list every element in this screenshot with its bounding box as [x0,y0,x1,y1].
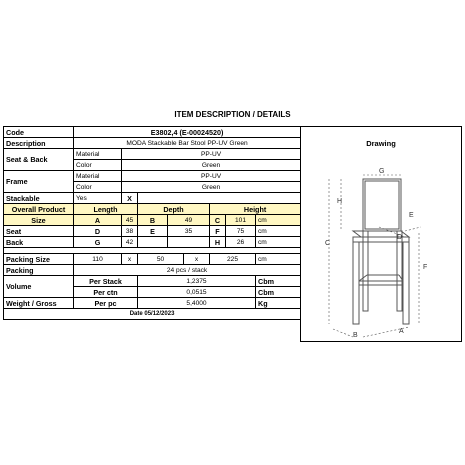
size-unit: cm [256,215,301,226]
label-h: H [337,198,343,205]
label-g: G [379,168,385,175]
dim-e-letter: E [138,226,168,237]
backrest-inner [365,181,399,229]
weight-label: Weight / Gross [4,298,74,309]
dim-f-letter: F [210,226,226,237]
seat-label: Seat [4,226,74,237]
page-title: ITEM DESCRIPTION / DETAILS [174,110,291,119]
dim-h-value: 26 [226,237,256,248]
seat-back-material-row [4,149,301,160]
dim-c-value: 101 [226,215,256,226]
description-row [4,138,301,149]
frame-material: PP-UV [122,171,301,182]
frame-color-label: Color [74,182,122,193]
stool-drawing [301,127,463,343]
size-row [4,215,301,226]
frame-material-label: Material [74,171,122,182]
stackable-row [4,193,301,204]
height-header: Height [210,204,301,215]
label-c: C [325,240,331,247]
packing-x2: x [184,254,210,265]
leg-front-left [353,242,359,324]
length-header: Length [74,204,138,215]
volume-per-ctn-unit: Cbm [256,287,301,298]
weight-per-pc: 5,4000 [138,298,256,309]
seat-unit: cm [256,226,301,237]
code-row [4,127,301,138]
dim-b-value: 49 [168,215,210,226]
packing-size-unit: cm [256,254,301,265]
dimension-lines [329,175,421,337]
volume-per-stack: 1,2375 [138,276,256,287]
date-row [4,309,301,320]
packing-row [4,265,301,276]
date: Date 05/12/2023 [4,309,301,320]
seat-back-material: PP-UV [122,149,301,160]
label-b: B [353,332,358,339]
label-e: E [409,212,414,219]
spec-table [3,126,301,320]
dim-h-letter: H [210,237,226,248]
description-label: Description [4,138,74,149]
volume-per-ctn: 0,0515 [138,287,256,298]
packing-size-row [4,254,301,265]
description-value: MODA Stackable Bar Stool PP-UV Green [74,138,301,149]
code-label: Code [4,127,74,138]
packing-size-label: Packing Size [4,254,74,265]
weight-row [4,298,301,309]
seat-back-material-label: Material [74,149,122,160]
packing-value: 24 pcs / stack [74,265,301,276]
back-unit: cm [256,237,301,248]
back-label: Back [4,237,74,248]
dim-e-value: 35 [168,226,210,237]
volume-per-stack-label: Per Stack [74,276,138,287]
packing-width: 50 [138,254,184,265]
seat-back-color-label: Color [74,160,122,171]
label-d: D [397,234,403,241]
overall-product-header: Overall Product [4,204,74,215]
dim-f-value: 75 [226,226,256,237]
size-label: Size [4,215,74,226]
footrest [359,281,403,285]
leg-front-right [403,242,409,324]
packing-length: 110 [74,254,122,265]
seat-back-label: Seat & Back [4,149,74,171]
back-row [4,237,301,248]
frame-label: Frame [4,171,74,193]
seat-back-color: Green [122,160,301,171]
drawing-title: Drawing [366,139,396,148]
volume-per-stack-row [4,276,301,287]
dim-g-letter: G [74,237,122,248]
packing-label: Packing [4,265,74,276]
code-value: E3802,4 (E-00024520) [74,127,301,138]
dim-line-e [405,227,421,231]
dim-c-letter: C [210,215,226,226]
stool-frame-lines [353,179,409,324]
packing-x1: x [122,254,138,265]
dim-b-letter: B [138,215,168,226]
packing-height: 225 [210,254,256,265]
dim-line-b [333,329,353,337]
back-blank-1 [138,237,168,248]
leg-back-left [363,231,368,311]
dimensions-header-row [4,204,301,215]
stackable-blank [138,193,301,204]
dim-g-value: 42 [122,237,138,248]
seat-row [4,226,301,237]
drawing-panel [300,126,462,342]
dim-d-value: 38 [122,226,138,237]
backrest-outline [363,179,401,231]
stackable-mark: X [122,193,138,204]
leg-back-right [397,231,402,311]
frame-material-row [4,171,301,182]
weight-unit: Kg [256,298,301,309]
stackable-label: Stackable [4,193,74,204]
dim-a-value: 45 [122,215,138,226]
label-f: F [423,264,428,271]
depth-header: Depth [138,204,210,215]
dim-d-letter: D [74,226,122,237]
frame-color: Green [122,182,301,193]
volume-per-stack-unit: Cbm [256,276,301,287]
back-blank-2 [168,237,210,248]
volume-per-ctn-label: Per ctn [74,287,138,298]
dim-a-letter: A [74,215,122,226]
volume-label: Volume [4,276,74,298]
weight-per-pc-label: Per pc [74,298,138,309]
stackable-yes: Yes [74,193,122,204]
label-a: A [399,328,404,335]
